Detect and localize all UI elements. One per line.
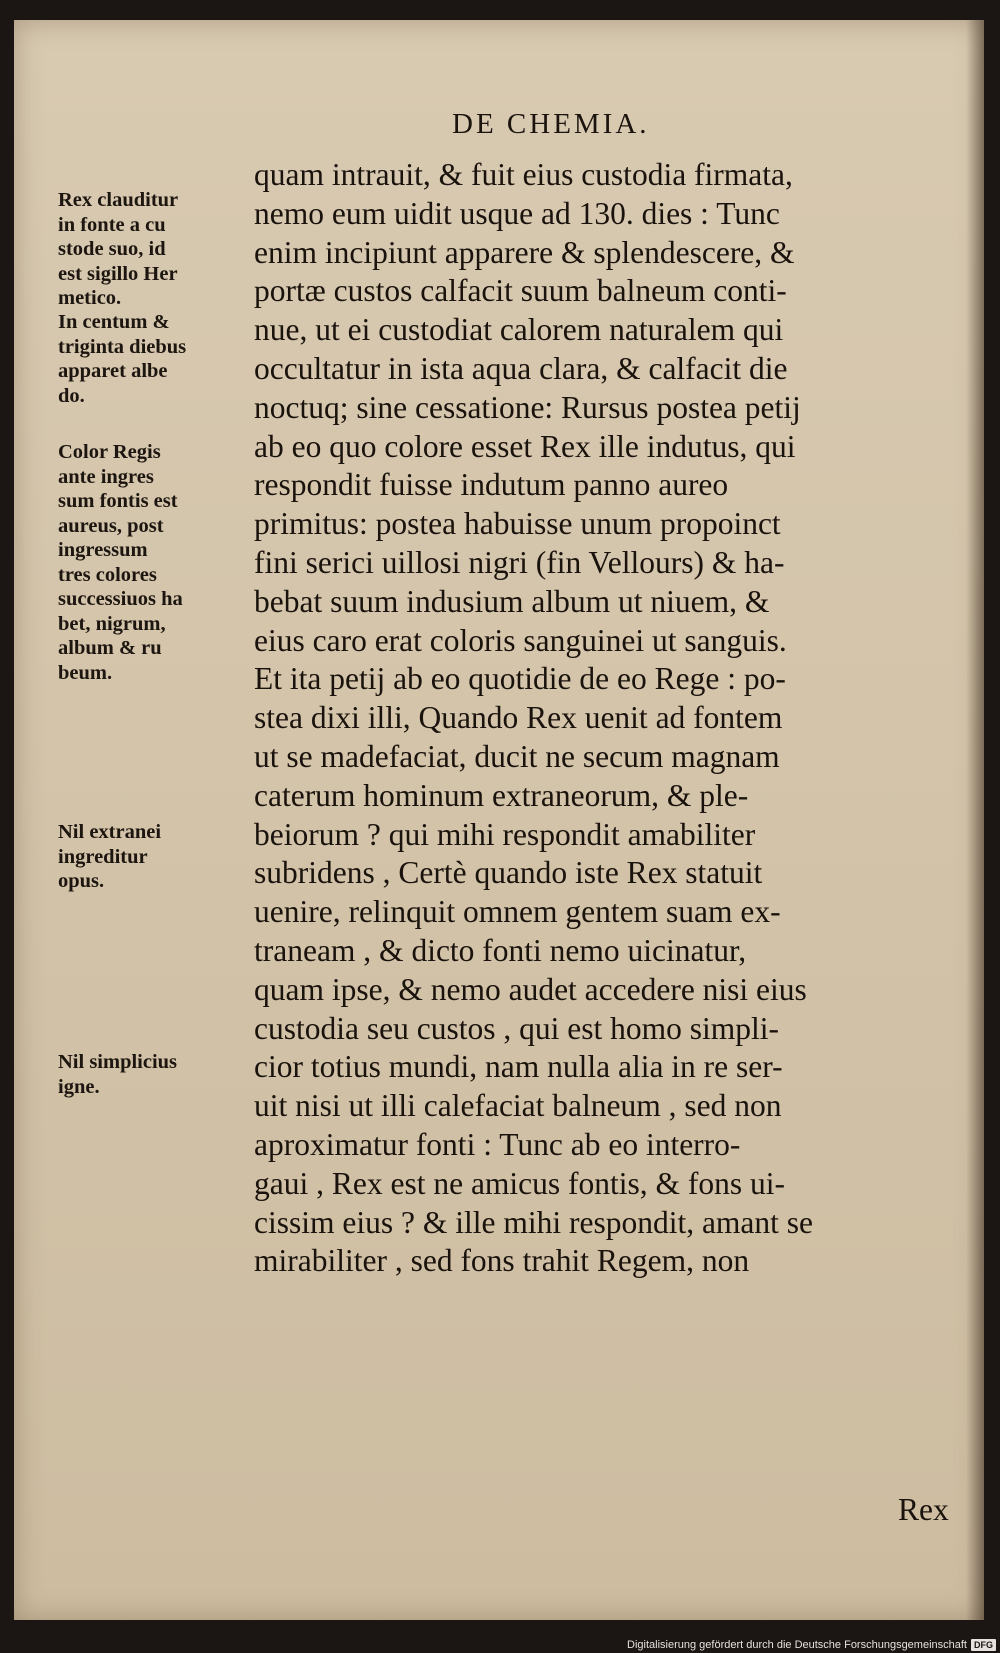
footer-credit [627,1639,996,1651]
margin-note-line: do. [58,384,85,407]
margin-note-line: bet, nigrum, [58,612,166,635]
text-line: Et ita petij ab eo quotidie de eo Rege : po- [254,661,786,697]
margin-note-line: Nil extranei [58,821,162,843]
text-line: primitus: postea habuisse unum propoinct [254,506,781,542]
margin-note-line: igne. [58,1075,100,1098]
margin-note-line: Nil simplicius [58,1051,178,1073]
text-line: subridens , Certè quando iste Rex statuit [254,855,763,891]
text-line: stea dixi illi, Quando Rex uenit ad fontem [254,700,783,736]
margin-note-line: ante ingres [58,465,154,488]
margin-note-line: successiuos ha [58,588,183,610]
margin-note-line: stode suo, id [58,238,166,260]
text-line: cior totius mundi, nam nulla alia in re ser- [254,1049,783,1085]
text-line: bebat suum indusium album ut niuem, & [254,583,770,619]
text-line: uit nisi ut illi calefaciat balneum , sed non [254,1088,782,1124]
dfg-logo: DFG [971,1639,996,1651]
margin-note-line: in fonte a cu [58,213,166,236]
text-line: beiorum ? qui mihi respondit amabiliter [254,816,756,852]
text-line: uenire, relinquit omnem gentem suam ex- [254,894,781,930]
margin-note-line: In centum & [58,311,170,333]
text-line: mirabiliter , sed fons trahit Regem, non [254,1243,750,1279]
text-line: quam ipse, & nemo audet accedere nisi eius [254,971,807,1007]
margin-note-line: tres colores [58,563,157,586]
text-line: enim incipiunt apparere & splendescere, & [254,234,795,270]
footer-credit-text: Digitalisierung gefördert durch die Deutsche Forschungsgemeinschaft [627,1639,967,1651]
text-line: custodia seu custos , qui est homo simpli- [254,1010,779,1046]
margin-note [58,1050,258,1099]
margin-note-line: aureus, post [58,514,164,537]
main-text-block [254,156,954,1281]
text-line: traneam , & dicto fonti nemo uicinatur, [254,932,747,968]
margin-note-line: metico. [58,287,122,309]
text-line: noctuq; sine cessatione: Rursus postea petij [254,389,801,425]
catchword: Rex [898,1492,949,1527]
text-line: cissim eius ? & ille mihi respondit, amant se [254,1204,814,1240]
margin-note-line: album & ru [58,637,162,659]
margin-note [58,440,258,685]
margin-note-line: Color Regis [58,441,161,463]
margin-note-line: sum fontis est [58,490,178,512]
margin-note [58,820,258,894]
margin-note-line: ingressum [58,539,148,561]
margin-note [58,188,258,311]
text-line: ut se madefaciat, ducit ne secum magnam [254,738,780,774]
text-line: aproximatur fonti : Tunc ab eo interro- [254,1126,741,1162]
margin-note [58,310,258,408]
text-line: caterum hominum extraneorum, & ple- [254,777,749,813]
margin-note-line: Rex clauditur [58,189,179,211]
text-line: gaui , Rex est ne amicus fontis, & fons ui- [254,1165,786,1201]
page-edge-shadow [966,20,984,1620]
text-line: quam intrauit, & fuit eius custodia firmata, [254,157,793,192]
text-line: eius caro erat coloris sanguinei ut sanguis. [254,622,787,658]
text-line: nemo eum uidit usque ad 130. dies : Tunc [254,195,780,231]
margin-note-line: ingreditur [58,845,148,868]
text-line: portæ custos calfacit suum balneum conti- [254,273,787,309]
text-line: fini serici uillosi nigri (fin Vellours) & ha- [254,544,785,580]
margin-note-line: est sigillo Her [58,262,178,285]
margin-note-line: apparet albe [58,360,168,382]
text-line: nue, ut ei custodiat calorem naturalem qui [254,312,784,348]
margin-note-line: triginta diebus [58,335,187,358]
text-line: occultatur in ista aqua clara, & calfacit die [254,350,788,386]
text-line: ab eo quo colore esset Rex ille indutus, qui [254,428,796,464]
book-page [14,20,984,1620]
text-line: respondit fuisse indutum panno aureo [254,467,729,503]
margin-note-line: beum. [58,661,113,684]
running-header: DE CHEMIA. [452,108,650,140]
margin-note-line: opus. [58,870,105,892]
